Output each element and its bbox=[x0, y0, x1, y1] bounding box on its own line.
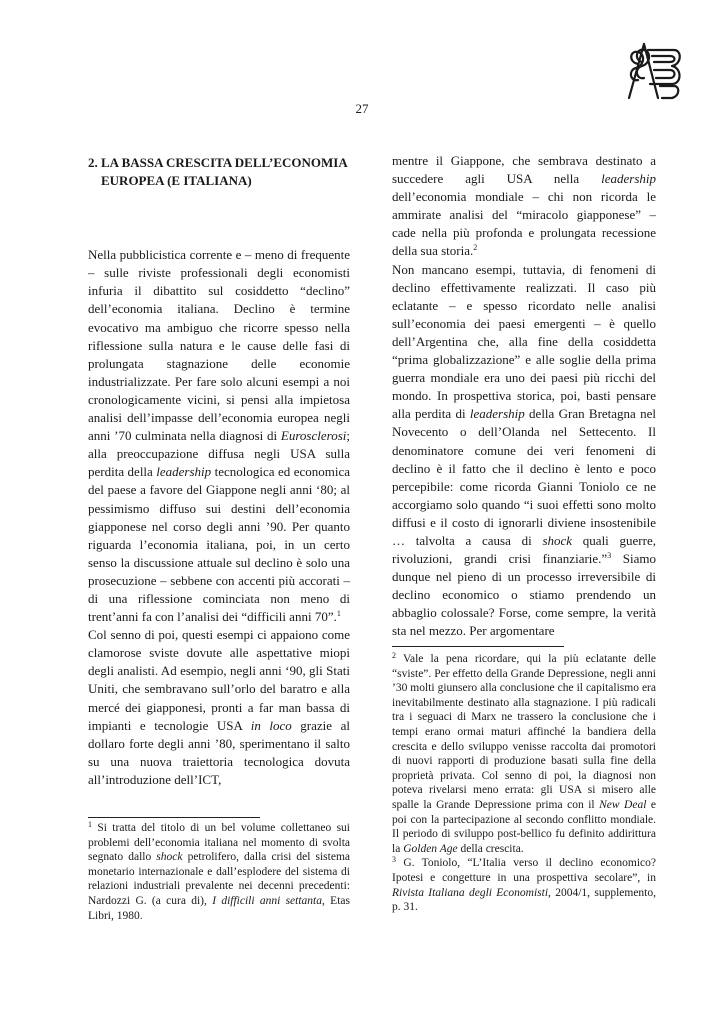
left-column bbox=[88, 152, 350, 789]
footnote-ref: 3 bbox=[392, 855, 396, 865]
text-run: Non mancano esempi, tuttavia, di fenomeni di declino effettivamente realizzati. Il caso più eclatante – e spesso ricordato nelle analisi sull’economia dei paesi emergenti – è quello dell’Argentina che, alla fine della cosiddetta “prima globalizzazione” e alle soglie della prima guerra mondiale era uno dei paesi più ricchi del mondo. In prospettiva storica, poi, basti pensare alla perdita di bbox=[392, 261, 656, 422]
text-run: Vale la pena ricordare, qui la più eclatante delle “sviste”. Per effetto della Grande Depressione, negli anni ’30 molti giunsero alla conclusione che il capitalismo era inevitabilmente destinato alla stagnazione. I più radicali tra i seguaci di Marx ne trassero la conclusione che i tempi erano ormai maturi affinché la bandiera della crescita e dello sviluppo venisse raccolta dai promotori di nuovi rapporti di produzione basati sulla fine della proprietà privata. Col senno di poi, la diagnosi non poteva rivelarsi meno errata: gli USA si misero alle spalle la Grande Depressione prima con il bbox=[392, 653, 656, 811]
text-run: , Etas Libri, 1980. bbox=[88, 894, 350, 922]
text-run: Siamo dunque nel pieno di un processo irreversibile di declino economico o stiamo prendendo un abbaglio colossale? Forse, come sempre, la verità sta nel mezzo. Per argomentare bbox=[392, 551, 656, 639]
text-run: tecnologica ed economica del paese a favore del Giappone negli anni ‘80; al pessimismo diffuso sui destini dell’economia giapponese nel corso degli anni ’90. Per quanto riguarda l’economia italiana, poi, in un certo senso la discussione attuale sul declino è solo una prosecuzione – sebbene con accenti più accorati – di una riflessione cominciata non meno di trent’anni fa con l’analisi dei “difficili anni 70”. bbox=[88, 464, 350, 625]
body-paragraph bbox=[88, 246, 350, 626]
text-run: dell’economia mondiale – chi non ricorda le ammirate analisi del “miracolo giapponese” – cade nella più profonda e prolungata recessione della sua storia. bbox=[392, 189, 656, 259]
section-title-line-2: EUROPEA (E ITALIANA) bbox=[101, 173, 252, 189]
footnote-ref: 2 bbox=[473, 243, 478, 253]
section-number: 2. bbox=[88, 155, 98, 170]
text-run: 2004/1, supplemento, p. 31. bbox=[392, 886, 656, 914]
italic-text: leadership bbox=[601, 171, 656, 187]
italic-text: shock bbox=[542, 532, 573, 548]
footnote-ref: 2 bbox=[392, 651, 396, 660]
footnote-ref: 1 bbox=[336, 609, 341, 619]
text-run: petrolifero, dalla crisi del sistema monetario internazionale e dall’esplodere del sistema di relazioni industriali prevalente nei decenni precedenti: Nardozzi G. (a cura di), bbox=[88, 851, 350, 907]
text-run: Si tratta del titolo di un bel volume collettaneo sui problemi dell’economia italiana nel momento di svolta segnato dallo bbox=[88, 822, 350, 864]
text-run: quali guerre, rivoluzioni, grandi crisi finanziarie.” bbox=[392, 532, 656, 567]
text-run: ; alla preoccupazione diffusa negli USA sulla perdita della bbox=[88, 428, 350, 480]
footnotes-right bbox=[392, 652, 656, 915]
page-number: 27 bbox=[355, 101, 369, 116]
text-run: della Gran Bretagna nel Novecento o dell’Olanda nel Settecento. Il denominatore comune dei veri fenomeni di declino è il fatto che il declino è lento e poco percepibile: come ricorda Gianni Toniolo ce ne accorgiamo solo quando “i suoi effetti sono molto diffusi e il costo di ignorarli diviene insostenibile … talvolta a causa di bbox=[392, 406, 656, 548]
footnote-1 bbox=[88, 821, 350, 923]
text-run: Nella pubblicistica corrente e – meno di frequente – sulle riviste professionali degli economisti infuria il dibattito sul cosiddetto “declino” dell’economia italiana. Declino è termine evocativo ma ambiguo che ricorre spesso nella riflessione sulla natura e le cause delle fasi di prolungata stagnazione delle economie industrializzate. Per fare solo alcuni esempi a noi cronologicamente vicini, si pensi alla impietosa analisi dell’impasse dell’economia europea negli anni ’70 culminata nella diagnosi di bbox=[88, 247, 350, 444]
italic-text: Eurosclerosi bbox=[280, 428, 347, 444]
italic-text: leadership bbox=[156, 464, 212, 480]
italic-text: in loco bbox=[250, 717, 292, 733]
italic-text: New Deal bbox=[599, 798, 647, 811]
body-paragraph bbox=[88, 626, 350, 789]
footnotes-left bbox=[88, 821, 350, 923]
italic-text: leadership bbox=[469, 406, 525, 422]
text-run: Col senno di poi, questi esempi ci appaiono come clamorose sviste dovute alle aspettative miopi degli analisti. Ad esempio, negli anni ‘90, gli Stati Uniti, che sembravano sull’orlo del baratro e alla mercé dei giapponesi, pronti a far man bassa di impianti e tecnologie USA bbox=[88, 627, 350, 733]
italic-text: shock bbox=[156, 851, 183, 864]
text-run: e poi con la partecipazione al secondo conflitto mondiale. Il periodo di sviluppo post-bellico fu definito addirittura la bbox=[392, 798, 656, 855]
italic-text: Golden Age bbox=[403, 842, 458, 855]
section-heading bbox=[88, 154, 350, 190]
footnote-separator bbox=[88, 817, 260, 818]
footnote-ref: 1 bbox=[88, 820, 92, 829]
text-run: grazie al dollaro forte degli anni ’80, sperimentano il salto su una nuova traiettoria tecnologica dovuta all’introduzione dell’ICT, bbox=[88, 717, 350, 787]
publisher-logo bbox=[624, 40, 682, 102]
text-run: G. Toniolo, “L’Italia verso il declino economico? Ipotesi e congetture in una prospettiva secolare”, in bbox=[392, 857, 656, 884]
body-paragraph bbox=[392, 261, 656, 641]
text-run: della crescita. bbox=[457, 842, 524, 855]
section-title-line-1: LA BASSA CRESCITA DELL’ECONOMIA bbox=[101, 155, 348, 170]
body-paragraph bbox=[392, 152, 656, 261]
footnote-separator bbox=[392, 646, 564, 647]
italic-text: Rivista Italiana degli Economisti, bbox=[392, 886, 551, 899]
footnote-2 bbox=[392, 652, 656, 856]
text-run: mentre il Giappone, che sembrava destinato a succedere agli USA nella bbox=[392, 153, 656, 187]
italic-text: I difficili anni settanta bbox=[212, 894, 322, 907]
footnote-ref: 3 bbox=[607, 551, 612, 561]
footnote-3 bbox=[392, 856, 656, 914]
right-column bbox=[392, 152, 656, 641]
